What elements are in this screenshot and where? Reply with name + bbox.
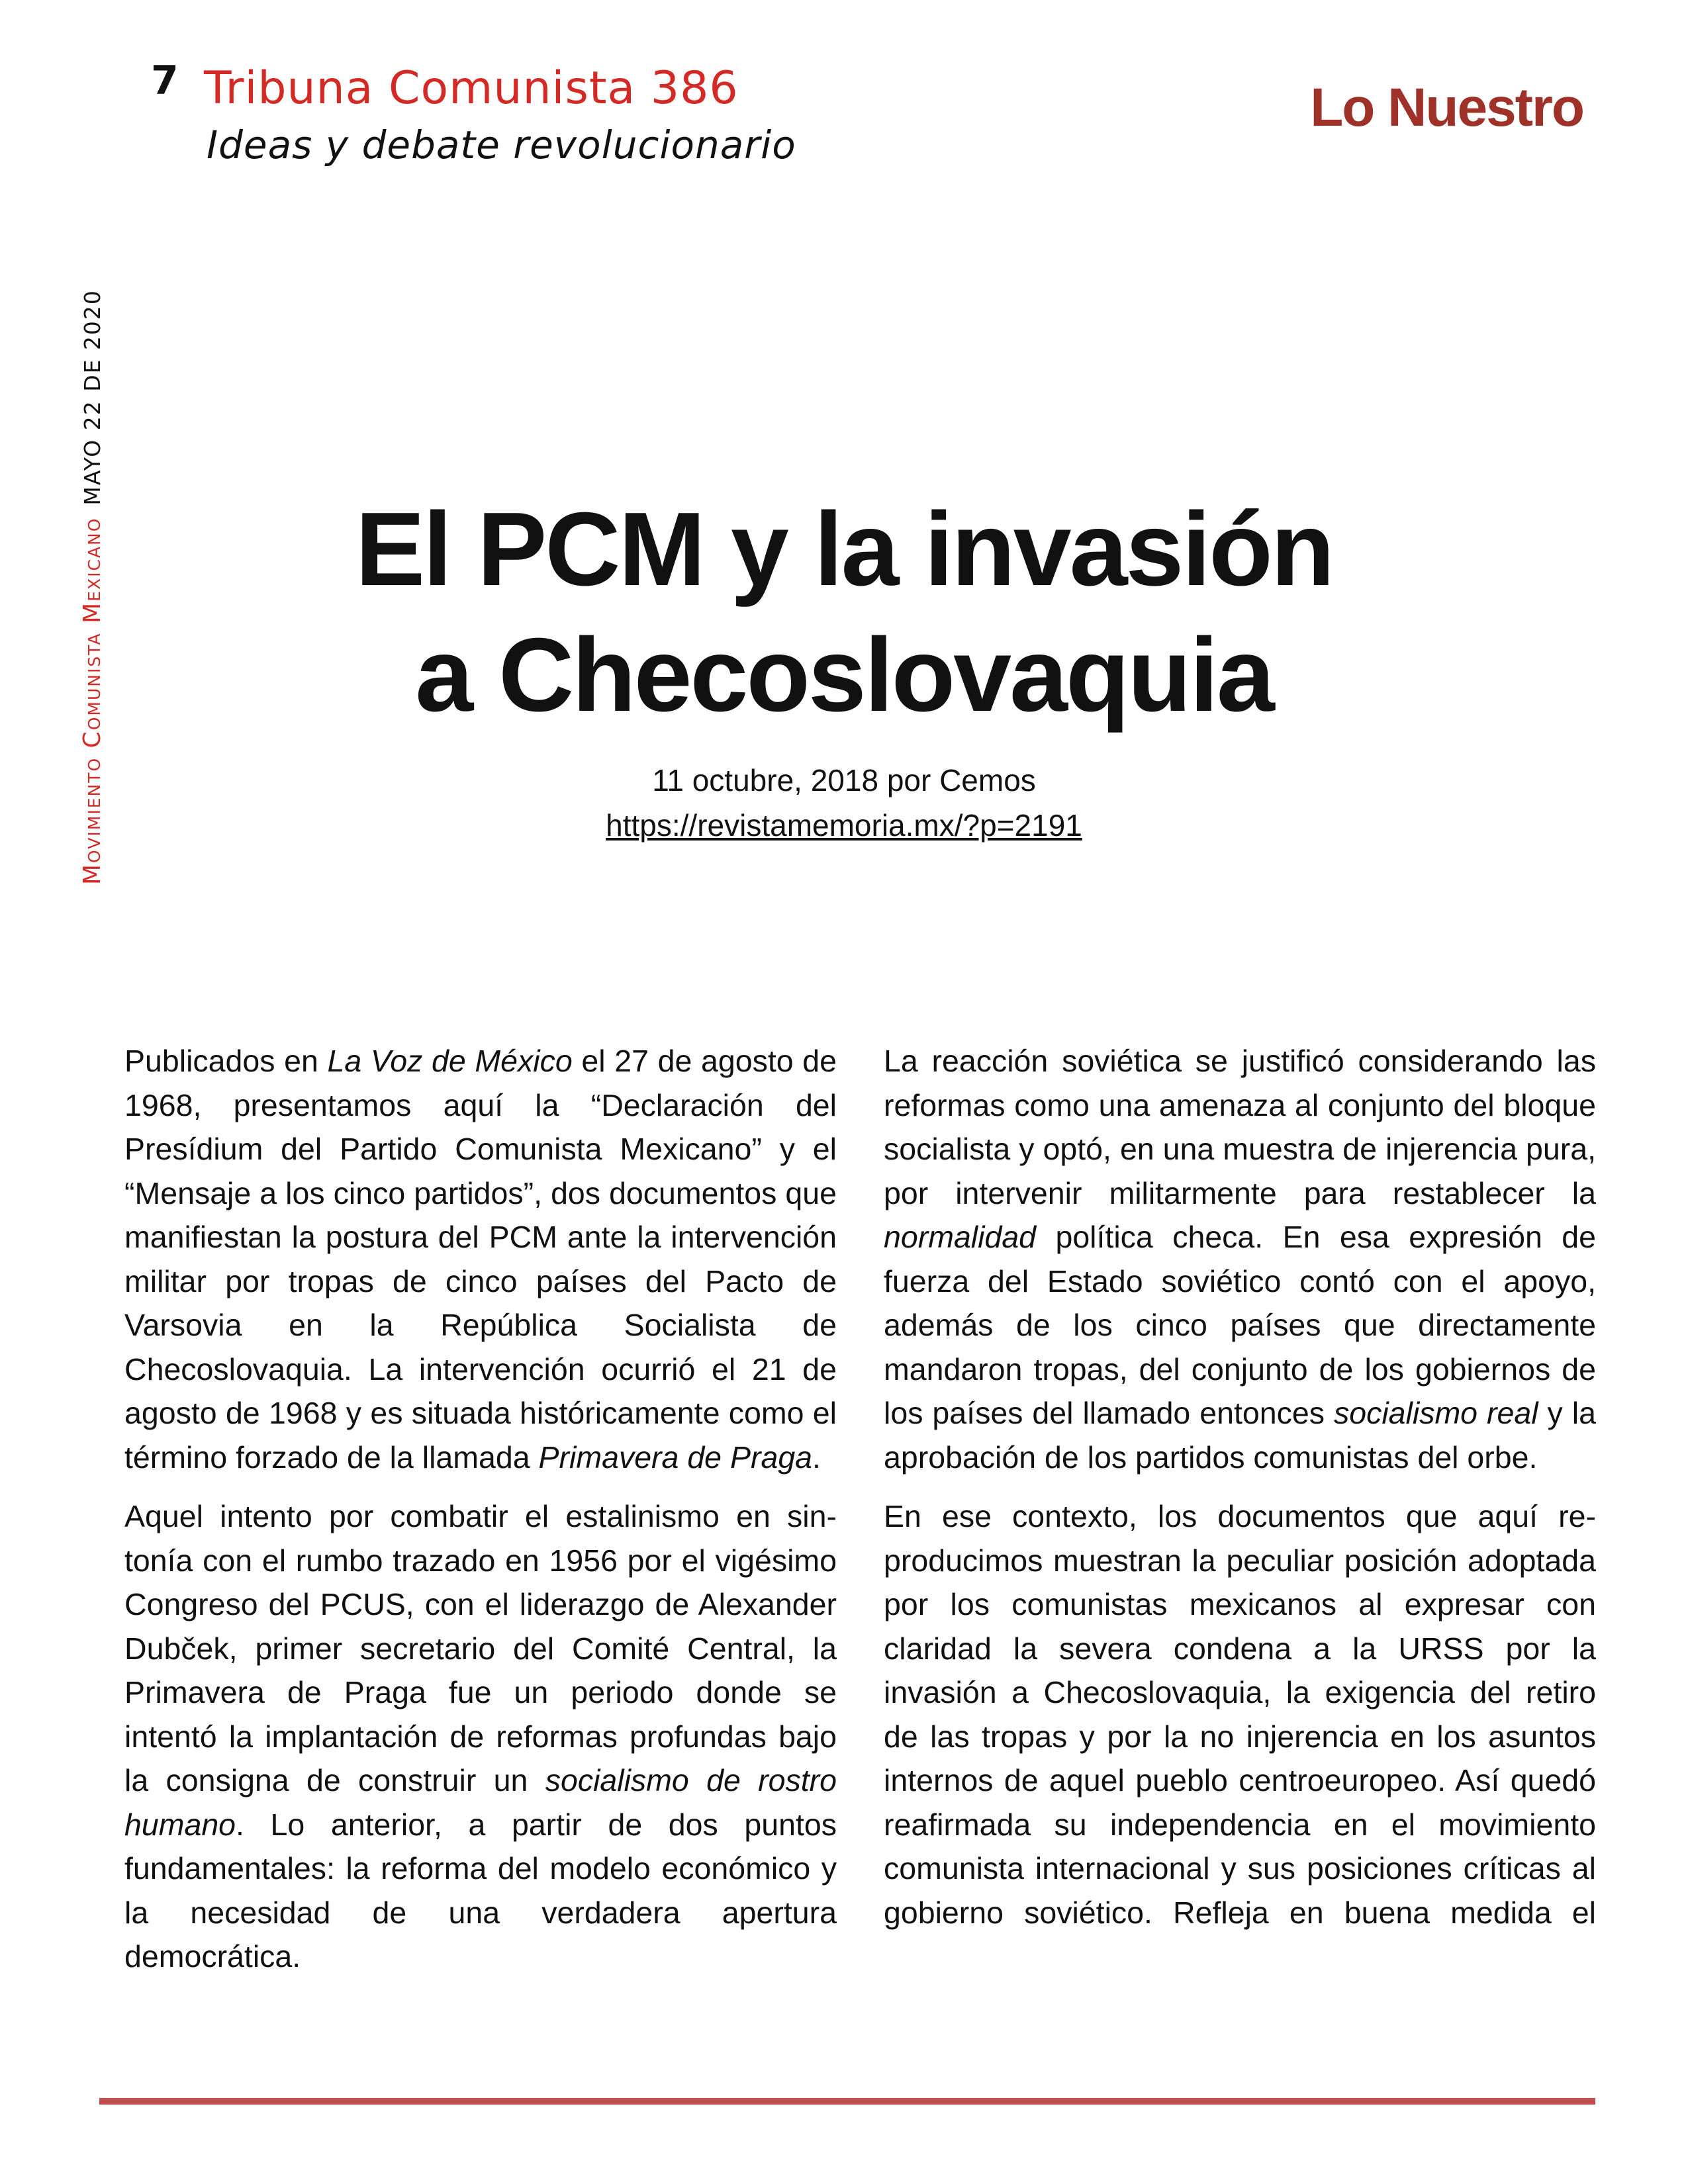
publication-tagline: Ideas y debate revolucionario [207,122,796,167]
article-byline [0,758,1688,848]
section-name: Lo Nuestro [1310,77,1583,138]
footer-rule [99,2098,1595,2105]
source-url-link[interactable]: https://revistamemoria.mx/?p=2191 [606,808,1082,842]
sidebar-date: MAYO 22 DE 2020 [79,289,105,506]
right-column [884,1039,1596,1950]
article-title-line2: a Checoslovaquia [415,617,1273,733]
emphasis: Primavera de Praga [538,1439,813,1475]
paragraph: La reacción soviética se justificó considerando las reformas como una amenaza al conjunto del bloque socialista y optó, en una muestra de injerencia pura, por intervenir militarmente para restablecer la normalidad política checa. En esa expresión de fuerza del Estado soviético contó con el apoyo, además de los cinco países que directamente mandaron tropas, del conjunto de los gobiernos de los países del llamado entonces socialismo real y la aprobación de los partidos comunistas del orbe. [884,1044,1596,1475]
paragraph: Publicados en La Voz de México el 27 de agosto de 1968, presentamos aquí la “Declaración del Presídium del Partido Comunista Mexicano” y el “Mensaje a los cinco partidos”, dos documentos que manifiestan la postura del PCM ante la intervención militar por tropas de cinco países del Pacto de Varsovia en la República Socialista de Checoslovaquia. La intervención ocurrió el 21 de agosto de 1968 y es situada históricamente como el término forzado de la llamada Primavera de Praga. [124,1044,837,1475]
emphasis: La Voz de México [327,1044,573,1078]
sidebar-organization: Movimiento Comunista Mexicano [79,517,106,885]
paragraph: En ese contexto, los documentos que aquí reproducimos muestran la peculiar posición adoptada por los comunistas mexicanos al expresar con claridad la severa condena a la URSS por la invasión a Checoslovaquia, la exigencia del retiro de las tropas y por la no injerencia en los asuntos internos de aquel pueblo centroeuropeo. Así quedó reafirmada su independencia en el movimiento comunista internacional y sus posiciones críticas al gobierno soviético. Refleja en buena medida el [884,1499,1596,1930]
page-number: 7 [151,58,179,104]
publication-title: Tribuna Comunista 386 [204,62,739,114]
emphasis: socialismo real [1333,1396,1538,1430]
emphasis: normalidad [884,1220,1037,1254]
byline-text: 11 octubre, 2018 por Cemos [652,763,1036,797]
emphasis: socialismo de rostro humano [124,1763,837,1842]
article-title [0,486,1688,738]
paragraph: Aquel intento por combatir el estalinismo en sintonía con el rumbo trazado en 1956 por el vigésimo Congreso del PCUS, con el liderazgo de Alexander Dubček, primer secretario del Comité Central, la Primavera de Praga fue un periodo donde se intentó la implantación de reformas profundas bajo la consigna de construir un socialismo de rostro humano. Lo anterior, a partir de dos puntos fundamentales: la reforma del modelo económico y la necesidad de una verdadera apertura democrática. [124,1499,837,1974]
article-title-line1: El PCM y la invasión [355,491,1333,608]
left-column [124,1039,837,1994]
